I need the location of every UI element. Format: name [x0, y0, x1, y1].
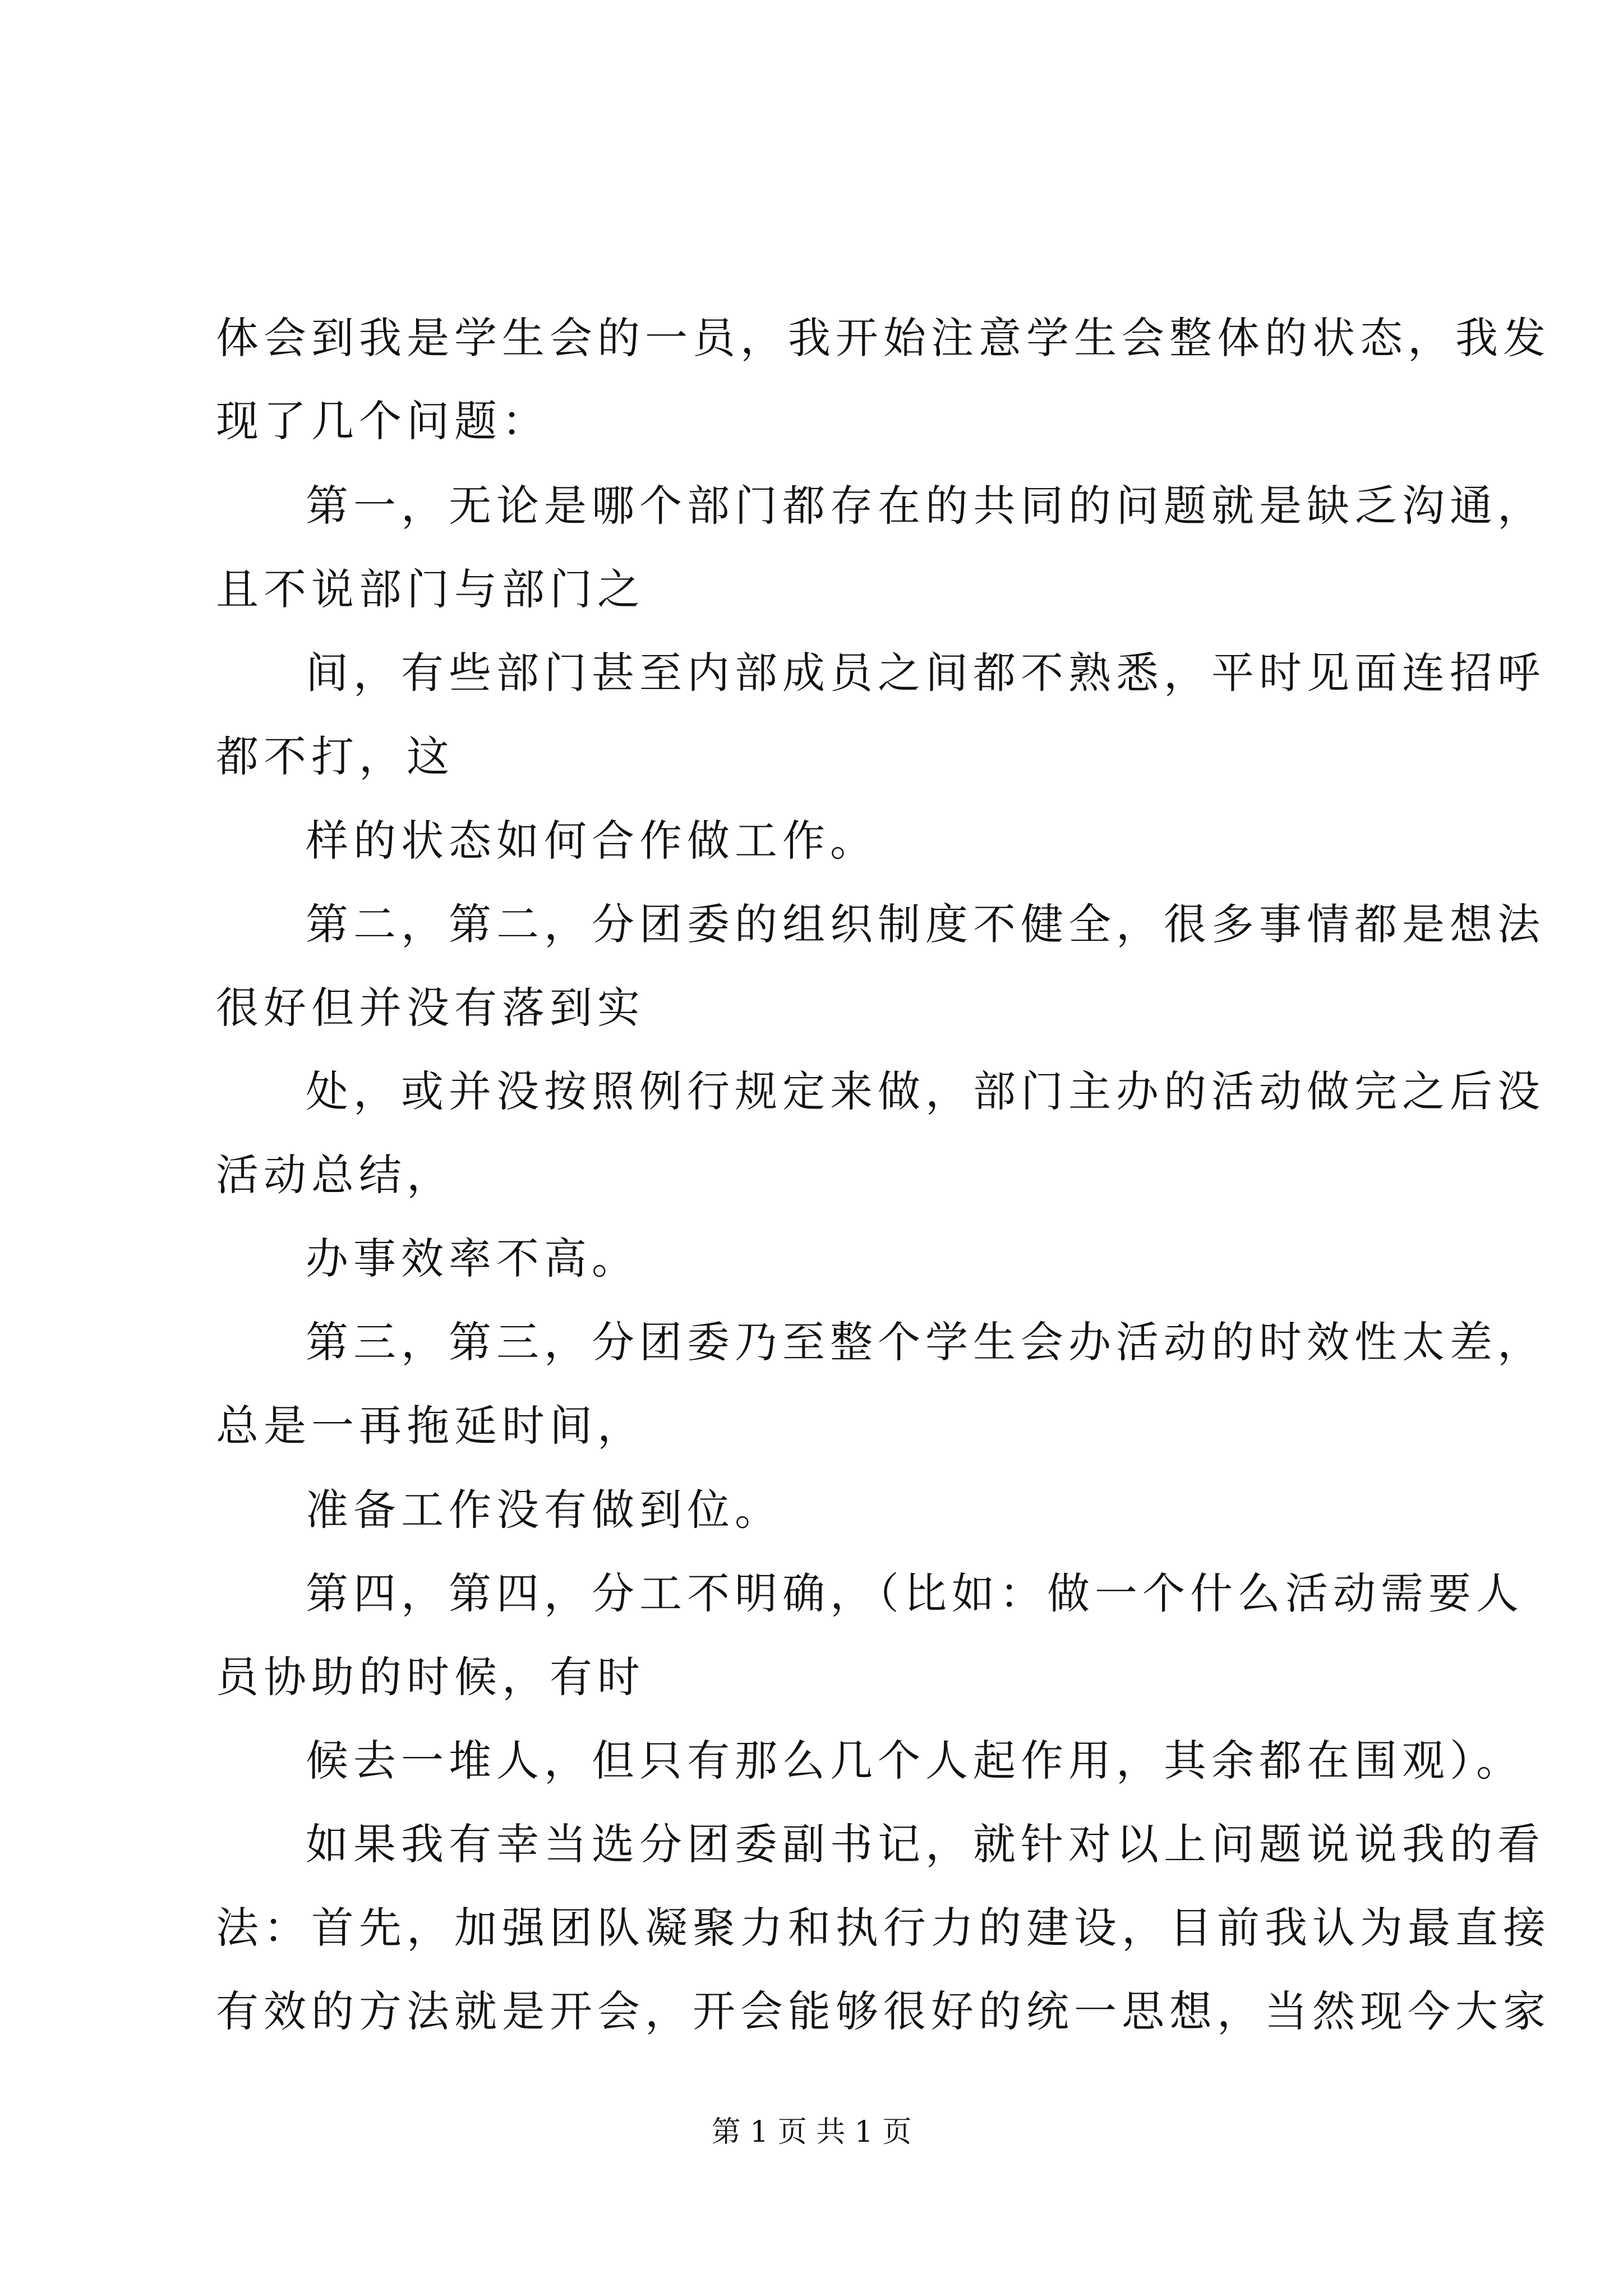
- text-line: 第三，第三，分团委乃至整个学生会办活动的时效性太差，: [306, 1317, 1545, 1367]
- text-line: 第一，无论是哪个部门都存在的共同的问题就是缺乏沟通，: [306, 481, 1545, 531]
- text-line: 间，有些部门甚至内部成员之间都不熟悉，平时见面连招呼: [306, 648, 1545, 698]
- text-line: 样的状态如何合作做工作。: [306, 816, 878, 866]
- text-line: 很好但并没有落到实: [216, 983, 645, 1033]
- text-line: 如果我有幸当选分团委副书记，就针对以上问题说说我的看: [306, 1819, 1545, 1869]
- page-footer: 第 1 页 共 1 页: [711, 2115, 912, 2149]
- text-line: 且不说部门与部门之: [216, 564, 645, 614]
- text-line: 体会到我是学生会的一员，我开始注意学生会整体的状态，我发: [216, 313, 1551, 363]
- text-line: 法：首先，加强团队凝聚力和执行力的建设，目前我认为最直接: [216, 1903, 1551, 1953]
- text-line: 办事效率不高。: [306, 1234, 639, 1283]
- text-line: 活动总结，: [216, 1150, 454, 1200]
- text-line: 准备工作没有做到位。: [306, 1485, 782, 1535]
- text-line: 第四，第四，分工不明确，（比如：做一个什么活动需要人: [306, 1568, 1524, 1618]
- text-line: 都不打，这: [216, 731, 454, 781]
- text-line: 候去一堆人，但只有那么几个人起作用，其余都在围观）。: [306, 1736, 1524, 1786]
- text-line: 处，或并没按照例行规定来做，部门主办的活动做完之后没: [306, 1066, 1545, 1116]
- text-line: 第二，第二，分团委的组织制度不健全，很多事情都是想法: [306, 899, 1545, 949]
- text-line: 有效的方法就是开会，开会能够很好的统一思想，当然现今大家: [216, 1986, 1551, 2036]
- text-line: 员协助的时候，有时: [216, 1652, 645, 1702]
- text-line: 现了几个问题：: [216, 396, 550, 446]
- text-line: 总是一再拖延时间，: [216, 1401, 645, 1451]
